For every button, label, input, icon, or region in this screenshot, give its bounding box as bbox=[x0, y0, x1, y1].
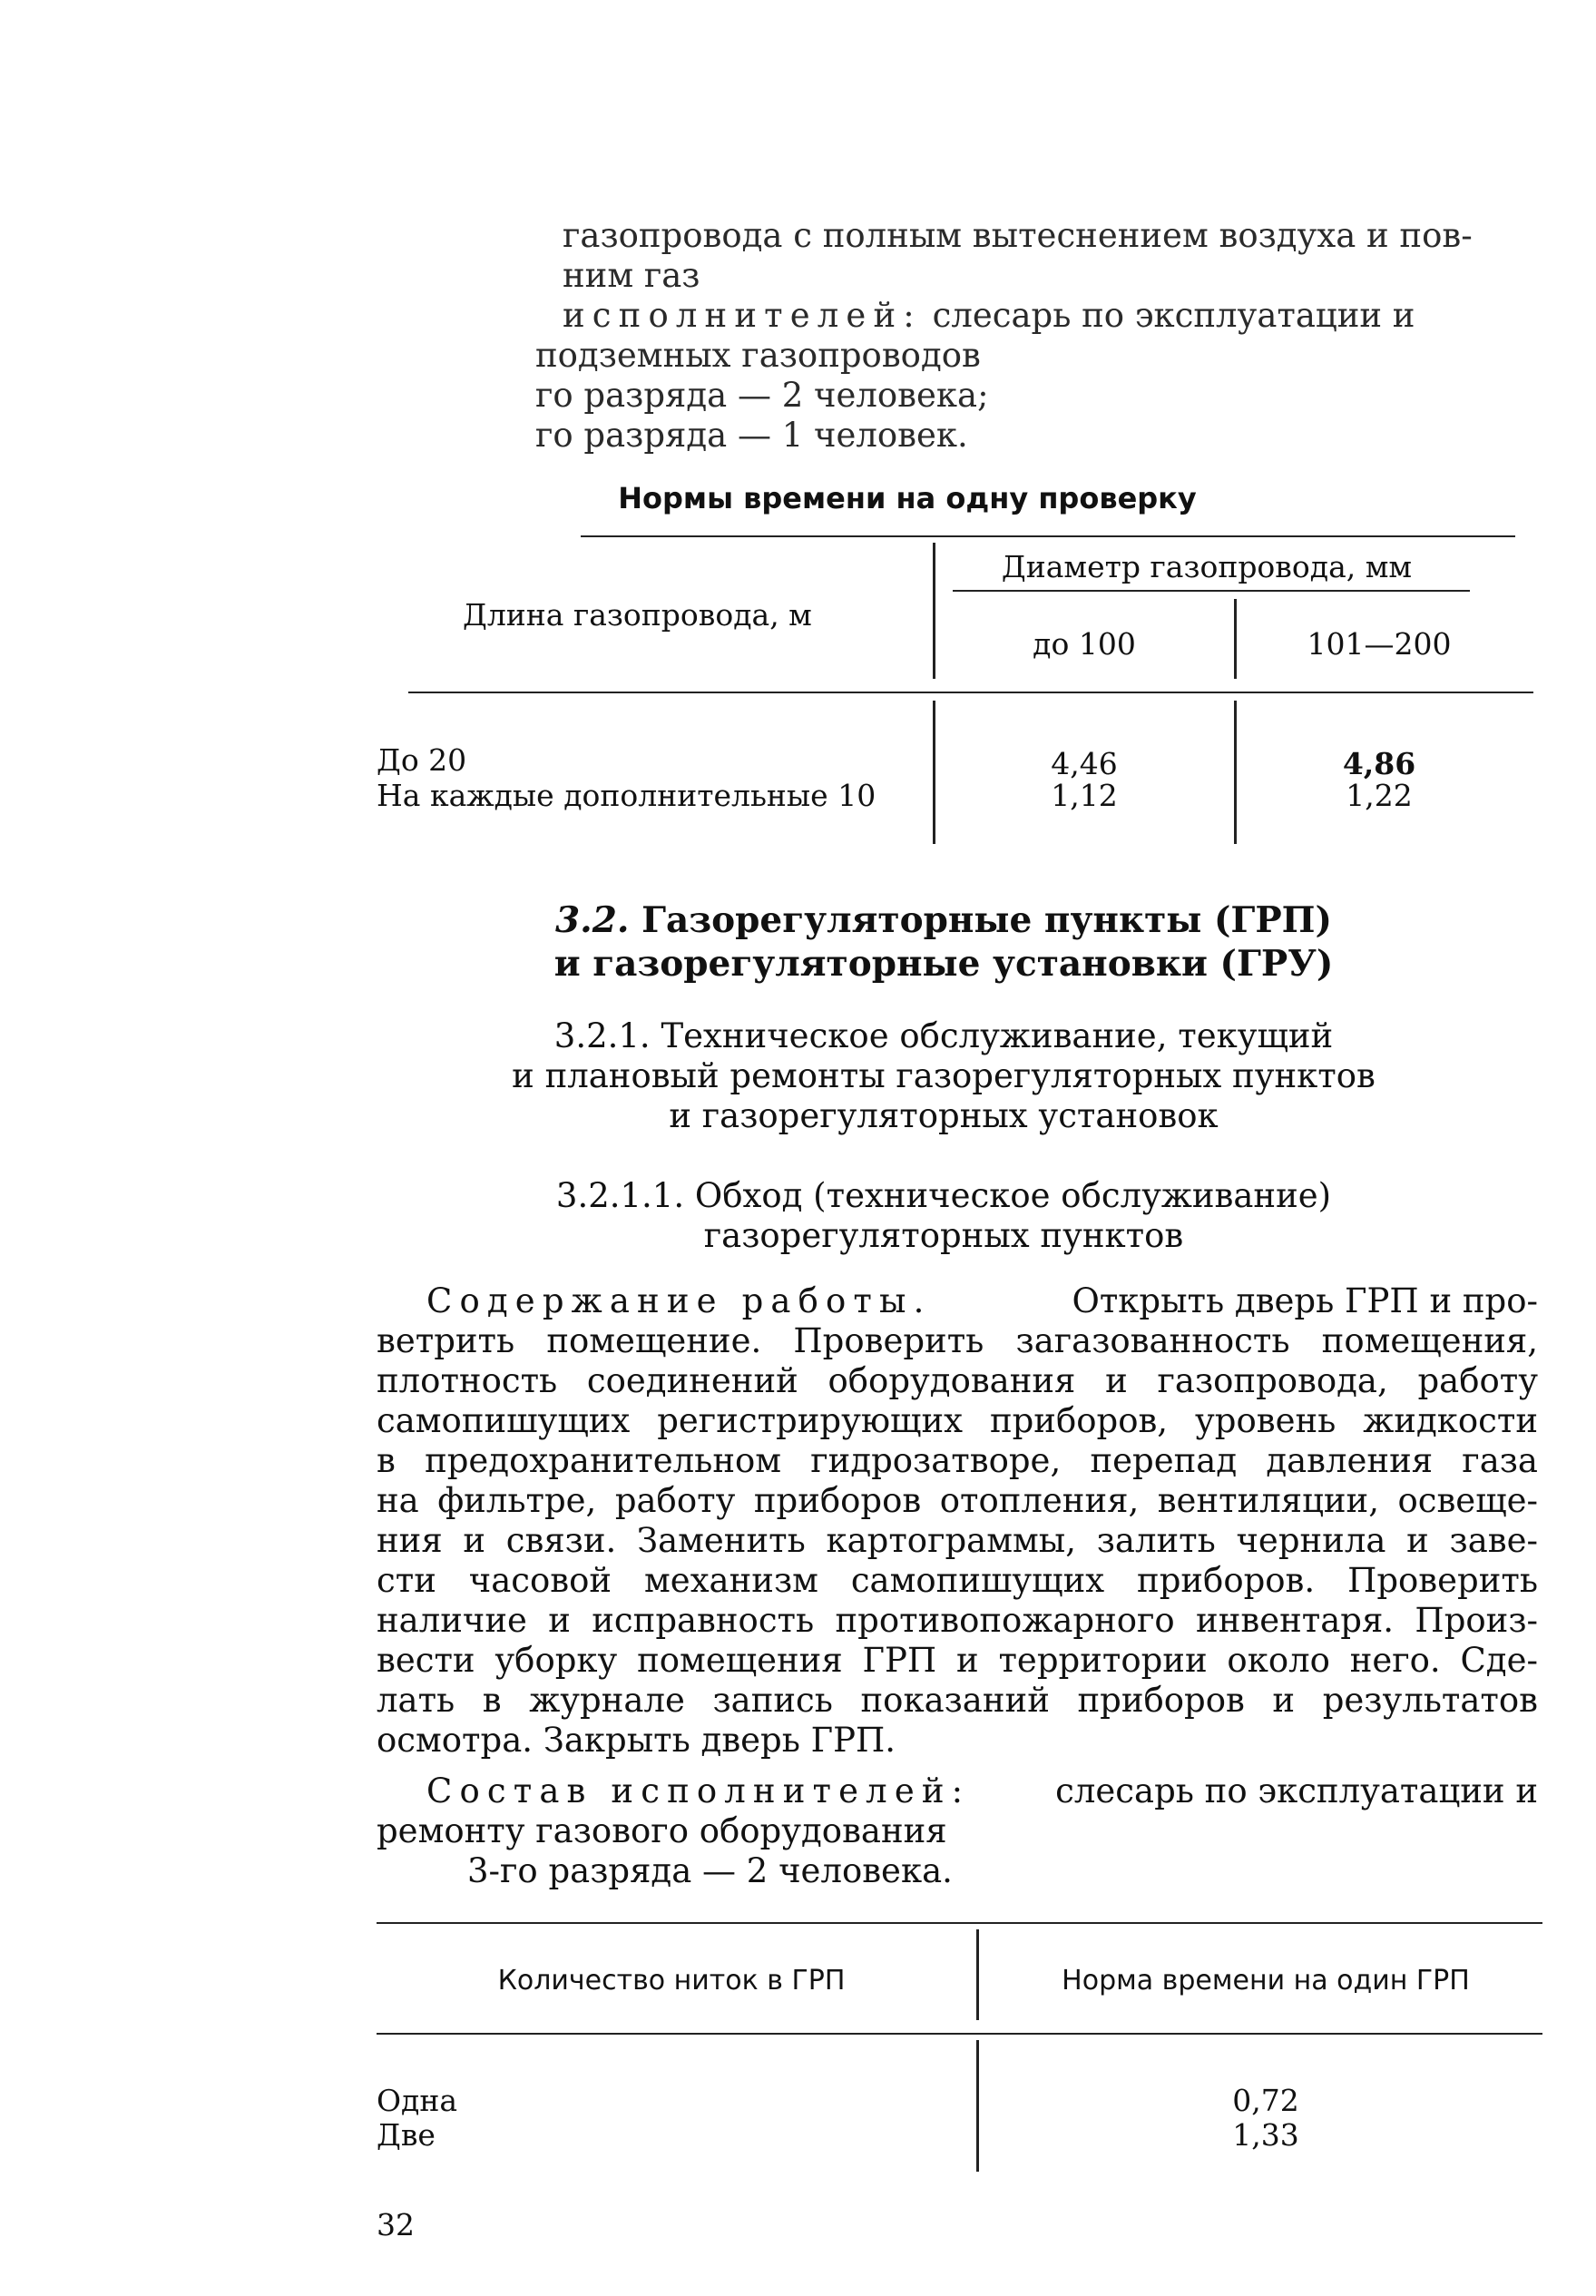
work-lead-spaced: Содержание работы. bbox=[426, 1281, 932, 1320]
section-heading-line-2: и газорегуляторные установки (ГРУ) bbox=[553, 943, 1334, 985]
sub1-line-2: и плановый ремонты газорегуляторных пунктов bbox=[512, 1056, 1376, 1095]
sub2-line-1: 3.2.1.1. Обход (техническое обслуживание) bbox=[555, 1176, 1332, 1215]
table1-row2-value1: 1,12 bbox=[1051, 778, 1118, 813]
table1-row2-value2: 1,22 bbox=[1346, 778, 1413, 813]
body-line-4: самопишущих регистрирующих приборов, уровень жидкости bbox=[377, 1401, 1538, 1440]
fragment-line-4: подземных газопроводов bbox=[535, 336, 981, 375]
body-line-5: в предохранительном гидрозатворе, перепад давления газа bbox=[377, 1441, 1538, 1480]
body-line-3: плотность соединений оборудования и газопровода, работу bbox=[377, 1361, 1538, 1400]
table2-header-2: Норма времени на один ГРП bbox=[1062, 1965, 1470, 1997]
body-line-11: лать в журнале запись показаний приборов и результатов bbox=[377, 1681, 1538, 1720]
fragment-line-6: го разряда — 1 человек. bbox=[535, 416, 968, 455]
table1-row1-value1: 4,46 bbox=[1051, 746, 1118, 781]
body-line-9: наличие и исправность противопожарного инвентаря. Произ- bbox=[377, 1601, 1538, 1640]
fragment-line-2: ним газ bbox=[563, 256, 700, 295]
table1-subheader-2: 101—200 bbox=[1307, 626, 1452, 662]
fragment-line-1: газопровода с полным вытеснением воздуха и пов- bbox=[563, 216, 1473, 255]
table1-length-header: Длина газопровода, м bbox=[463, 597, 812, 633]
table1-body-divider-1 bbox=[933, 701, 935, 844]
staff-lead-rest: слесарь по эксплуатации и bbox=[932, 296, 1415, 335]
table1-top-rule bbox=[581, 535, 1515, 537]
table1-row1-value2: 4,86 bbox=[1342, 746, 1416, 781]
table1-header-bottom-rule bbox=[408, 692, 1533, 693]
staff-line-1 bbox=[426, 1771, 1538, 1811]
body-line-2: ветрить помещение. Проверить загазованность помещения, bbox=[377, 1321, 1538, 1360]
staff-line-3: 3-го разряда — 2 человека. bbox=[467, 1851, 953, 1890]
sub2-line-2: газорегуляторных пунктов bbox=[703, 1216, 1184, 1255]
table2-row1-value: 0,72 bbox=[1232, 2083, 1299, 2118]
body-line-7: ния и связи. Заменить картограммы, залить чернила и заве- bbox=[377, 1521, 1538, 1560]
table1-diameter-rule bbox=[953, 590, 1470, 592]
table2-body-divider bbox=[976, 2040, 979, 2172]
body-line-1 bbox=[426, 1281, 1538, 1321]
staff-rest: слесарь по эксплуатации и bbox=[1055, 1771, 1538, 1810]
table2-top-rule bbox=[377, 1922, 1542, 1924]
body-line-6: на фильтре, работу приборов отопления, вентиляции, освеще- bbox=[377, 1481, 1538, 1520]
table2-header-1: Количество ниток в ГРП bbox=[497, 1965, 846, 1997]
table2-header-divider bbox=[976, 1929, 979, 2020]
table1-diameter-header: Диаметр газопровода, мм bbox=[1001, 549, 1413, 584]
table1-row1-label: До 20 bbox=[377, 742, 467, 778]
body-line-12: осмотра. Закрыть дверь ГРП. bbox=[377, 1721, 896, 1760]
table2-row2-value: 1,33 bbox=[1232, 2117, 1299, 2153]
staff-lead-spaced: исполнителей: bbox=[563, 296, 922, 335]
body-line-8: сти часовой механизм самопишущих приборов. Проверить bbox=[377, 1561, 1538, 1600]
staff-line-2: ремонту газового оборудования bbox=[377, 1811, 947, 1850]
table2-row2-label: Две bbox=[377, 2117, 436, 2153]
table2-header-bottom-rule bbox=[377, 2033, 1542, 2035]
section-number: 3.2. bbox=[555, 899, 630, 941]
table1-body-divider-2 bbox=[1234, 701, 1237, 844]
sub1-line-1: 3.2.1. Техническое обслуживание, текущий bbox=[553, 1016, 1334, 1055]
table2-row1-label: Одна bbox=[377, 2083, 458, 2118]
staff-spaced: Состав исполнителей: bbox=[426, 1771, 971, 1810]
section-heading-line-1 bbox=[363, 898, 1524, 942]
section-title-1: Газорегуляторные пункты (ГРП) bbox=[641, 899, 1332, 941]
fragment-line-3 bbox=[563, 296, 1415, 336]
body-line-1-rest: Открыть дверь ГРП и про- bbox=[1072, 1281, 1538, 1320]
table1-header-divider bbox=[933, 543, 935, 679]
fragment-line-5: го разряда — 2 человека; bbox=[535, 376, 989, 415]
page-number: 32 bbox=[377, 2207, 415, 2242]
body-line-10: вести уборку помещения ГРП и территории около него. Сде- bbox=[377, 1641, 1538, 1680]
sub1-line-3: и газорегуляторных установок bbox=[669, 1096, 1219, 1135]
table1-row2-label: На каждые дополнительные 10 bbox=[377, 778, 876, 813]
table1-subheader-1: до 100 bbox=[1033, 626, 1136, 662]
table1-title: Нормы времени на одну проверку bbox=[618, 481, 1197, 515]
table1-subheader-divider bbox=[1234, 599, 1237, 679]
